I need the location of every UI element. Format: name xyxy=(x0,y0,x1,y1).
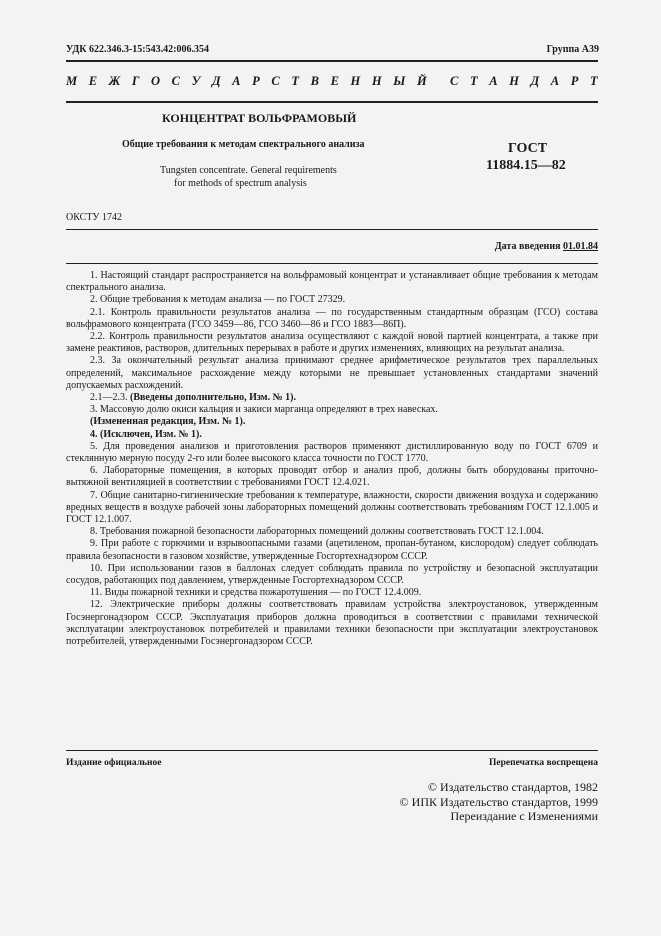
reissue-note: Переиздание с Изменениями xyxy=(450,809,598,823)
body-paragraph: 2.3. За окончательный результат анализа принимают среднее арифметическое результатов трех параллельных определений, максимальное расхождение между которыми не превышает установленных стандартами значений допускаемых расхождений. xyxy=(66,355,598,391)
body-paragraph: 3. Массовую долю окиси кальция и закиси марганца определяют в трех навесках. xyxy=(90,404,438,416)
standard-banner-letter: Н xyxy=(509,74,519,88)
standard-banner-letter: Д xyxy=(211,74,221,88)
divider-date xyxy=(66,263,598,264)
standard-banner-letter: Д xyxy=(530,74,540,88)
body-paragraph: 9. При работе с горючими и взрывоопасными газами (ацетиленом, пропан-бутаном, кислородом) следует соблюдать правила безопасности в газовом хозяйстве, утвержденные Госгортехнадзором СССР. xyxy=(66,538,598,562)
english-title-line2: for methods of spectrum analysis xyxy=(174,178,307,189)
standard-banner-letter: Р xyxy=(570,74,579,88)
body-paragraph: 11. Виды пожарной техники и средства пожаротушения — по ГОСТ 12.4.009. xyxy=(90,587,422,599)
standard-banner-letter: Ж xyxy=(108,74,121,88)
body-paragraph: 1. Настоящий стандарт распространяется на вольфрамовый концентрат и устанавливает общие требования к методам спектрального анализа. xyxy=(66,270,598,294)
standard-banner-letter: Т xyxy=(589,74,598,88)
introduction-date-label: Дата введения xyxy=(494,241,563,252)
document-title: КОНЦЕНТРАТ ВОЛЬФРАМОВЫЙ xyxy=(162,111,357,125)
english-title-line1: Tungsten concentrate. General requirements xyxy=(160,165,337,176)
gost-number: 11884.15—82 xyxy=(486,158,566,173)
standard-banner-letter: Ы xyxy=(393,74,406,88)
standard-banner-letter: Р xyxy=(252,74,260,88)
standard-banner-letter: Н xyxy=(350,74,361,88)
standard-banner-letter: О xyxy=(151,74,161,88)
standard-banner-letter: С xyxy=(450,74,459,88)
divider-footer xyxy=(66,750,598,751)
standard-banner-letter: Е xyxy=(330,74,339,88)
copyright-block xyxy=(400,780,598,824)
group-code: Группа А39 xyxy=(546,44,599,55)
body-paragraph: 8. Требования пожарной безопасности лабораторных помещений должны соответствовать ГОСТ 12.1.004. xyxy=(90,526,544,538)
document-subtitle: Общие требования к методам спектрального анализа xyxy=(122,139,365,150)
standard-banner-letter: М xyxy=(66,74,78,88)
official-edition-note: Издание официальное xyxy=(66,758,162,768)
standard-banner-letter: С xyxy=(171,74,181,88)
udk-code: УДК 622.346.3-15:543.42:006.354 xyxy=(66,44,209,55)
body-paragraph: 4. (Исключен, Изм. № 1). xyxy=(90,428,202,440)
standard-banner-letter: А xyxy=(232,74,241,88)
body-paragraph: 5. Для проведения анализов и приготовления растворов применяют дистиллированную воду по ГОСТ 6709 и стеклянную мерную посуду 2-го или более высокого класса точности по ГОСТ 1770. xyxy=(66,440,598,465)
copyright-line-2: © ИПК Издательство стандартов, 1999 xyxy=(399,794,598,809)
standard-banner-letter: Е xyxy=(88,74,98,88)
copyright-line-1: © Издательство стандартов, 1982 xyxy=(427,780,598,794)
body-paragraph: (Измененная редакция, Изм. № 1). xyxy=(90,416,246,428)
standard-banner-letter: Т xyxy=(469,74,478,88)
divider-okstu xyxy=(66,229,598,230)
body-paragraph: 7. Общие санитарно-гигиенические требования к температуре, влажности, скорости движения воздуха и содержанию вредных веществ в воздухе рабочей зоны лабораторных помещений должны соответствовать требованиям ГОСТ 12.1.005 и ГОСТ 12.1.007. xyxy=(66,489,598,526)
standard-banner-letter: А xyxy=(550,74,560,88)
body-paragraph: 2. Общие требования к методам анализа — по ГОСТ 27329. xyxy=(90,294,346,306)
body-paragraph: 2.1. Контроль правильности результатов анализа — по государственным стандартным образцам (ГСО) состава вольфрамового концентрата (ГСО 3459—86, ГСО 3460—86 и ГСО 1883—86П). xyxy=(66,306,598,330)
standard-banner-letter: У xyxy=(191,74,201,88)
introduction-date xyxy=(495,241,598,252)
standard-banner-letter: Й xyxy=(417,74,427,88)
divider-banner xyxy=(66,101,598,103)
body-paragraph: 2.2. Контроль правильности результатов анализа осуществляют с каждой новой партией концентрата, а также при замене реактивов, растворов, длительных перерывах в работе и других изменениях, влияющих на результат анализа. xyxy=(66,331,598,355)
body-paragraph: 12. Электрические приборы должны соответствовать правилам устройства электроустановок, утвержденным Госэнергонадзором СССР. Эксплуатация приборов должна проводиться в соответствии с правилами технической эксплуатации электроустановок потребителей и правилами техники безопасности при эксплуатации электроустановок потребителей, утвержденными Госэнергонадзором СССР. xyxy=(66,599,598,648)
reprint-prohibited-note: Перепечатка воспрещена xyxy=(488,758,598,768)
standard-banner-letter: Т xyxy=(291,74,299,88)
standard-banner-letter: С xyxy=(271,74,280,88)
gost-label: ГОСТ xyxy=(508,141,548,156)
okstu-code: ОКСТУ 1742 xyxy=(66,212,123,223)
standard-banner-letter: Г xyxy=(131,74,140,88)
standard-banner xyxy=(66,74,598,89)
standard-banner-letter: А xyxy=(489,74,498,88)
body-paragraph xyxy=(66,392,598,404)
document-body xyxy=(66,270,598,648)
standard-banner-letter: Н xyxy=(371,74,382,88)
paragraph-bold-note: (Введены дополнительно, Изм. № 1). xyxy=(130,392,296,404)
body-paragraph: 10. При использовании газов в баллонах следует соблюдать правила по устройству и безопасной эксплуатации сосудов, работающих под давлением, утвержденные Госгортехнадзором СССР. xyxy=(66,562,598,587)
introduction-date-value: 01.01.84 xyxy=(563,241,598,252)
standard-banner-letter: В xyxy=(310,74,319,88)
divider-top xyxy=(66,60,598,62)
paragraph-text: 2.1—2.3. xyxy=(90,392,130,404)
body-paragraph: 6. Лабораторные помещения, в которых проводят отбор и анализ проб, должны быть оборудованы приточно-вытяжной вентиляцией в соответствии с требованиями ГОСТ 12.4.021. xyxy=(66,465,598,489)
